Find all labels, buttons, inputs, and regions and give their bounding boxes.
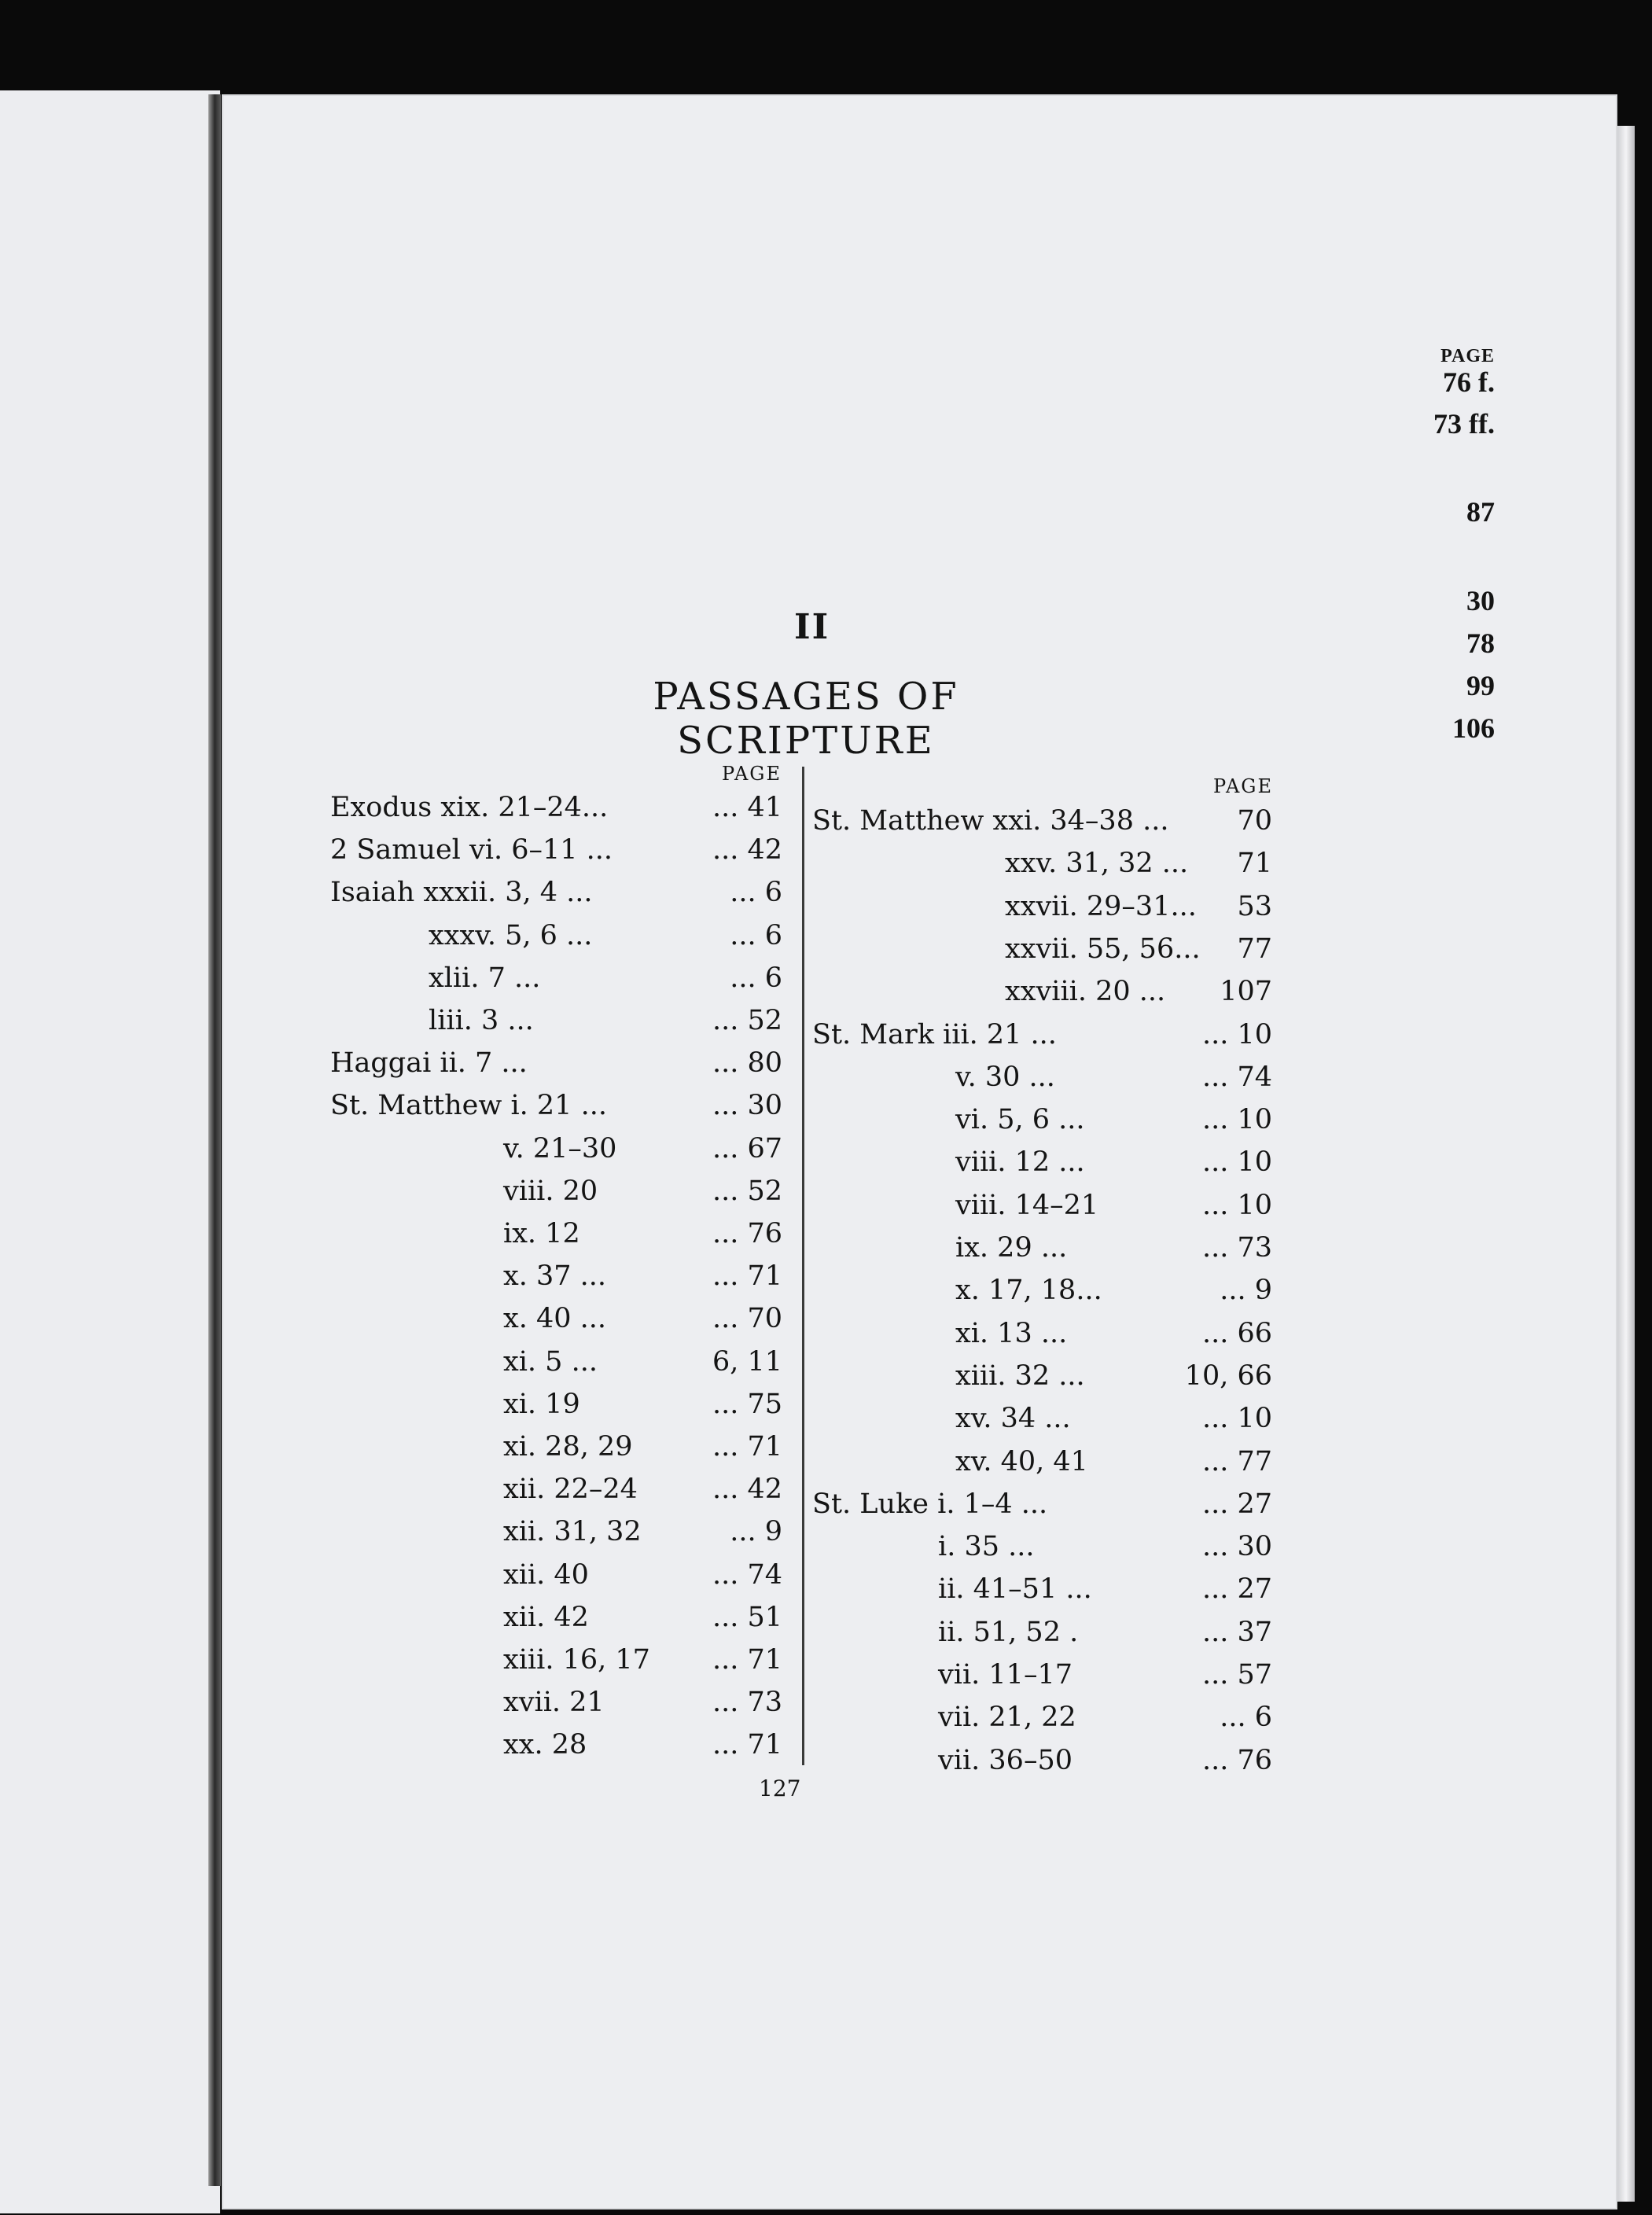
- page-reference: ... 71: [712, 1431, 782, 1463]
- index-entry: [812, 1568, 1272, 1610]
- page-reference: ... 6: [730, 962, 782, 994]
- page-reference: ... 71: [712, 1644, 782, 1676]
- page-reference: ... 10: [1201, 1146, 1272, 1179]
- scripture-reference: vii. 36–50: [938, 1744, 1073, 1776]
- facing-page-number: 76 f.: [1443, 366, 1495, 398]
- index-entry: [812, 1483, 1272, 1525]
- page-title: PASSAGES OF SCRIPTURE: [653, 675, 959, 763]
- index-entry: [812, 1098, 1272, 1141]
- index-entry: [330, 1426, 782, 1468]
- page-reference: ... 42: [712, 834, 782, 866]
- scripture-reference: liii. 3 ...: [429, 1005, 534, 1036]
- book-gutter: [208, 94, 221, 2186]
- index-entry: [330, 1255, 782, 1297]
- page-reference: ... 10: [1201, 1018, 1272, 1050]
- page-reference: 70: [1237, 805, 1272, 837]
- index-entry: [330, 1468, 782, 1510]
- scripture-reference: St. Luke i. 1–4 ...: [812, 1488, 1048, 1520]
- scripture-reference: xv. 34 ...: [955, 1403, 1071, 1435]
- index-entry: [330, 871, 782, 914]
- page-reference: ... 76: [712, 1218, 782, 1249]
- index-entry: [812, 1312, 1272, 1355]
- page-reference: ... 71: [712, 1260, 782, 1293]
- column-divider: [802, 767, 804, 1765]
- scripture-reference: ii. 41–51 ...: [938, 1573, 1092, 1606]
- page-reference: ... 67: [712, 1132, 782, 1165]
- index-entry: [812, 1355, 1272, 1397]
- scripture-reference: viii. 20: [503, 1175, 598, 1207]
- page-reference: ... 80: [712, 1047, 782, 1080]
- index-entry: [330, 1681, 782, 1724]
- index-entry: [812, 1227, 1272, 1269]
- scripture-reference: xiii. 32 ...: [955, 1360, 1085, 1392]
- index-entry: [812, 970, 1272, 1013]
- page-reference: 6, 11: [712, 1345, 782, 1378]
- page-reference: ... 6: [730, 877, 782, 909]
- page-reference: ... 30: [712, 1090, 782, 1122]
- page-reference: 107: [1220, 976, 1272, 1008]
- scripture-reference: xii. 22–24: [503, 1474, 638, 1506]
- page-reference: ... 10: [1201, 1104, 1272, 1136]
- page-reference: ... 51: [712, 1601, 782, 1633]
- index-entry: [330, 1128, 782, 1170]
- facing-page-number: 87: [1466, 496, 1495, 528]
- facing-page-number: 106: [1452, 712, 1495, 744]
- index-entry: [812, 885, 1272, 928]
- page-reference: ... 57: [1201, 1659, 1272, 1691]
- page-reference: ... 73: [1201, 1232, 1272, 1264]
- index-entry: [330, 1554, 782, 1596]
- index-entry: [330, 1297, 782, 1340]
- scripture-reference: v. 21–30: [503, 1132, 617, 1165]
- index-entry: [330, 1383, 782, 1426]
- scripture-reference: xlii. 7 ...: [429, 962, 541, 994]
- scripture-reference: xi. 13 ...: [955, 1317, 1068, 1349]
- facing-page-header: PAGE: [1440, 346, 1495, 366]
- scripture-reference: x. 40 ...: [503, 1303, 607, 1335]
- scripture-reference: St. Matthew xxi. 34–38 ...: [812, 805, 1169, 837]
- page-reference: ... 9: [730, 1516, 782, 1548]
- page-reference: ... 74: [712, 1558, 782, 1591]
- page-reference: ... 77: [1201, 1445, 1272, 1477]
- index-entry: [812, 1269, 1272, 1312]
- page-reference: ... 73: [712, 1687, 782, 1719]
- page-reference: ... 75: [712, 1388, 782, 1420]
- facing-page-number: 73 ff.: [1433, 408, 1495, 440]
- index-entry: [812, 1014, 1272, 1056]
- index-entry: [812, 1141, 1272, 1183]
- folio-number: 127: [759, 1775, 801, 1801]
- index-entry: [330, 829, 782, 871]
- facing-page-number: 30: [1466, 585, 1495, 616]
- page-reference: ... 52: [712, 1175, 782, 1207]
- scripture-reference: xii. 40: [503, 1558, 589, 1591]
- page-reference: ... 30: [1201, 1531, 1272, 1563]
- page-reference: ... 71: [712, 1729, 782, 1761]
- index-entry: [812, 1440, 1272, 1483]
- scripture-reference: Isaiah xxxii. 3, 4 ...: [330, 877, 593, 909]
- facing-page: [0, 90, 220, 2213]
- page-reference: 71: [1237, 848, 1272, 880]
- scripture-reference: xi. 5 ...: [503, 1345, 598, 1378]
- scripture-reference: St. Mark iii. 21 ...: [812, 1018, 1057, 1050]
- index-entry: [330, 999, 782, 1042]
- index-entry: [812, 1397, 1272, 1440]
- index-entry: [330, 1212, 782, 1255]
- facing-page-number: 78: [1466, 627, 1495, 659]
- page-reference: ... 42: [712, 1474, 782, 1506]
- page-reference: ... 41: [712, 792, 782, 823]
- page-reference: ... 37: [1201, 1616, 1272, 1648]
- scripture-reference: vii. 11–17: [938, 1659, 1073, 1691]
- index-entry: [330, 1341, 782, 1383]
- index-entry: [330, 1724, 782, 1766]
- scripture-reference: Haggai ii. 7 ...: [330, 1047, 528, 1080]
- index-entry: [330, 1084, 782, 1127]
- scripture-reference: xii. 42: [503, 1601, 589, 1633]
- index-entry: [812, 1056, 1272, 1098]
- scripture-reference: St. Matthew i. 21 ...: [330, 1090, 607, 1122]
- index-entry: [330, 957, 782, 999]
- scripture-reference: xxvii. 29–31...: [1005, 890, 1197, 922]
- left-column-page-header: PAGE: [722, 763, 782, 785]
- index-entry: [330, 1510, 782, 1553]
- right-column-page-header: PAGE: [1213, 775, 1273, 797]
- scripture-reference: ix. 29 ...: [955, 1232, 1068, 1264]
- scripture-reference: xx. 28: [503, 1729, 587, 1761]
- facing-page-number: 99: [1466, 670, 1495, 701]
- scripture-reference: x. 37 ...: [503, 1260, 607, 1293]
- scripture-reference: vi. 5, 6 ...: [955, 1104, 1085, 1136]
- index-entry: [812, 1611, 1272, 1654]
- page-reference: 10, 66: [1184, 1360, 1272, 1392]
- index-entry: [812, 842, 1272, 885]
- scripture-reference: xi. 28, 29: [503, 1431, 633, 1463]
- index-entry: [330, 1639, 782, 1681]
- scripture-reference: xxviii. 20 ...: [1005, 976, 1166, 1008]
- index-entry: [812, 1654, 1272, 1696]
- page-reference: ... 52: [712, 1005, 782, 1036]
- scripture-reference: Exodus xix. 21–24...: [330, 792, 609, 823]
- index-entry: [812, 1696, 1272, 1739]
- page-edge: [1617, 126, 1635, 2202]
- scripture-reference: i. 35 ...: [938, 1531, 1035, 1563]
- index-entry: [812, 928, 1272, 970]
- scripture-reference: vii. 21, 22: [938, 1702, 1076, 1734]
- page-reference: ... 66: [1201, 1317, 1272, 1349]
- scripture-reference: xi. 19: [503, 1388, 580, 1420]
- page-reference: ... 27: [1201, 1573, 1272, 1606]
- scripture-reference: x. 17, 18...: [955, 1275, 1102, 1307]
- page-reference: ... 6: [1220, 1702, 1272, 1734]
- page-reference: ... 27: [1201, 1488, 1272, 1520]
- index-entry: [330, 1170, 782, 1212]
- scripture-reference: v. 30 ...: [955, 1061, 1055, 1093]
- scripture-reference: ix. 12: [503, 1218, 580, 1249]
- page-reference: ... 70: [712, 1303, 782, 1335]
- page-reference: ... 74: [1201, 1061, 1272, 1093]
- scripture-reference: ii. 51, 52 .: [938, 1616, 1079, 1648]
- index-entry: [812, 1525, 1272, 1568]
- index-entry: [812, 1739, 1272, 1782]
- scripture-reference: viii. 14–21: [955, 1189, 1099, 1221]
- page-reference: 77: [1237, 933, 1272, 965]
- scripture-reference: viii. 12 ...: [955, 1146, 1085, 1179]
- scripture-reference: xvii. 21: [503, 1687, 605, 1719]
- scripture-reference: xiii. 16, 17: [503, 1644, 650, 1676]
- page-reference: ... 6: [730, 919, 782, 951]
- scripture-reference: xxvii. 55, 56...: [1005, 933, 1201, 965]
- page-reference: 53: [1237, 890, 1272, 922]
- scripture-reference: xv. 40, 41: [955, 1445, 1088, 1477]
- index-entry: [330, 1596, 782, 1639]
- scripture-reference: 2 Samuel vi. 6–11 ...: [330, 834, 613, 866]
- index-entry: [812, 800, 1272, 842]
- part-number: II: [794, 607, 830, 647]
- scripture-reference: xxv. 31, 32 ...: [1005, 848, 1189, 880]
- page-reference: ... 9: [1220, 1275, 1272, 1307]
- index-entry: [330, 914, 782, 957]
- scripture-reference: xxxv. 5, 6 ...: [429, 919, 593, 951]
- scripture-reference: xii. 31, 32: [503, 1516, 642, 1548]
- page-reference: ... 10: [1201, 1403, 1272, 1435]
- index-entry: [330, 786, 782, 829]
- page-reference: ... 10: [1201, 1189, 1272, 1221]
- index-entry: [330, 1042, 782, 1084]
- index-entry: [812, 1184, 1272, 1227]
- page-reference: ... 76: [1201, 1744, 1272, 1776]
